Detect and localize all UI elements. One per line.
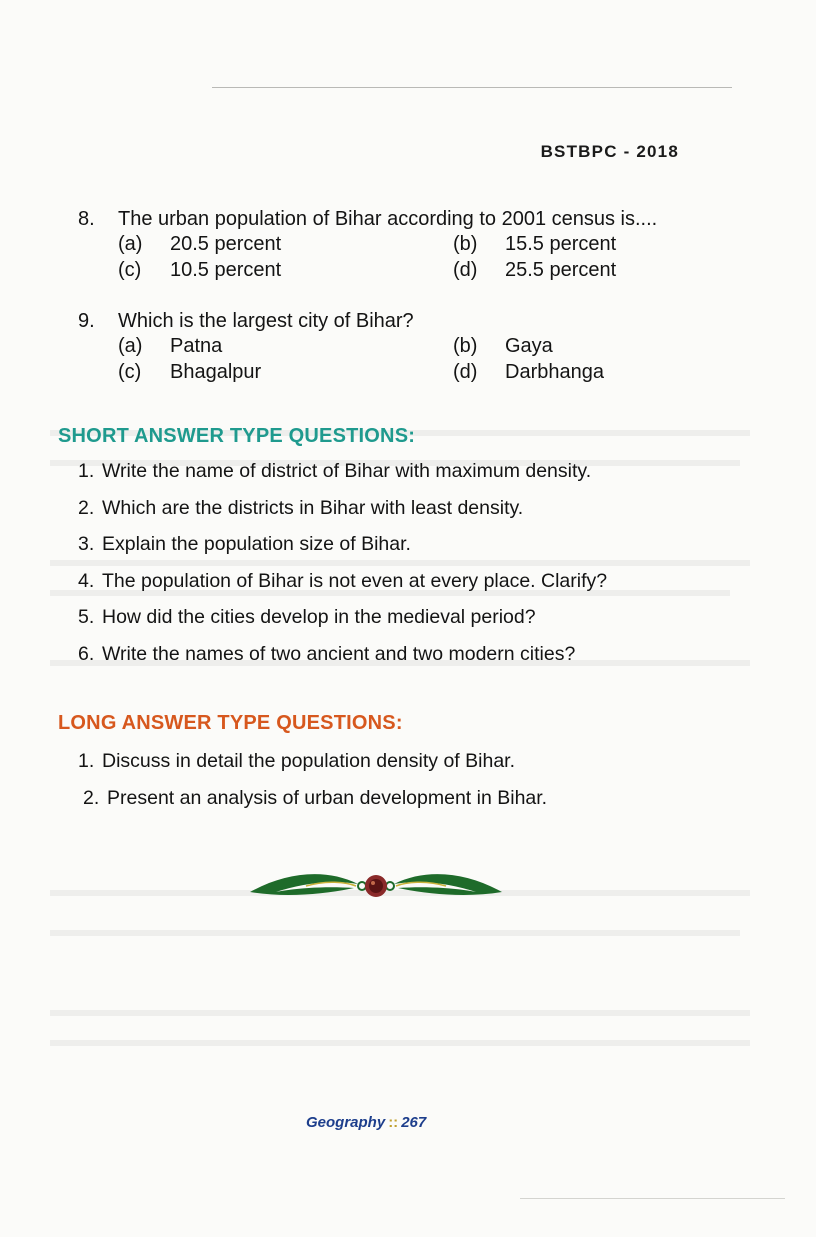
option-text: Darbhanga (505, 361, 604, 383)
option-label: (c) (118, 259, 142, 281)
option-text: 20.5 percent (170, 233, 282, 255)
item-text: Write the names of two ancient and two modern cities? (102, 642, 576, 665)
top-rule (212, 87, 732, 88)
option-d (453, 257, 753, 283)
item-number: 6. (78, 642, 95, 665)
list-item (78, 460, 607, 497)
decorative-divider-icon (246, 862, 506, 908)
mcq-question-8 (78, 208, 728, 283)
page-number: 267 (401, 1114, 427, 1131)
item-text: How did the cities develop in the medieval period? (102, 606, 536, 628)
long-answer-heading: LONG ANSWER TYPE QUESTIONS: (58, 712, 403, 734)
list-item (78, 750, 547, 787)
option-text: Patna (170, 335, 223, 357)
list-item (78, 533, 607, 570)
option-label: (a) (118, 233, 143, 255)
short-answer-heading: SHORT ANSWER TYPE QUESTIONS: (58, 425, 416, 447)
option-label: (d) (453, 361, 478, 383)
list-item (78, 787, 547, 824)
item-number: 5. (78, 606, 95, 628)
item-number: 4. (78, 569, 95, 592)
list-item (78, 643, 607, 680)
item-text: The population of Bihar is not even at every place. Clarify? (102, 569, 608, 592)
option-label: (c) (118, 361, 142, 383)
option-b (453, 333, 753, 359)
option-b (453, 231, 753, 257)
footer-separator: :: (388, 1114, 399, 1131)
option-text: 25.5 percent (505, 259, 617, 281)
question-number: 9. (78, 310, 95, 332)
option-label: (b) (453, 335, 478, 357)
long-answer-list (78, 750, 547, 823)
item-text: Discuss in detail the population density of Bihar. (102, 750, 515, 772)
item-text: Which are the districts in Bihar with least density. (102, 496, 524, 519)
option-a (118, 333, 453, 359)
item-number: 3. (78, 533, 95, 555)
option-c (118, 257, 453, 283)
option-text: Gaya (505, 335, 553, 357)
options-grid (118, 333, 728, 385)
item-number: 1. (78, 460, 95, 482)
option-label: (a) (118, 335, 143, 357)
question-text: The urban population of Bihar according to 2001 census is.... (118, 208, 658, 230)
exam-code: BSTBPC - 2018 (540, 142, 679, 161)
option-d (453, 359, 753, 385)
option-label: (b) (453, 233, 478, 255)
footer-subject: Geography (306, 1114, 386, 1131)
question-text: Which is the largest city of Bihar? (118, 310, 414, 332)
list-item (78, 497, 607, 534)
item-text: Present an analysis of urban development in Bihar. (107, 786, 548, 809)
bottom-rule (520, 1198, 785, 1199)
item-text: Write the name of district of Bihar with maximum density. (102, 460, 592, 482)
option-label: (d) (453, 259, 478, 281)
short-answer-list (78, 460, 607, 679)
list-item (78, 570, 607, 607)
option-c (118, 359, 453, 385)
option-a (118, 231, 453, 257)
option-text: 15.5 percent (505, 233, 617, 255)
mcq-question-9 (78, 310, 728, 385)
item-number: 2. (78, 496, 95, 519)
item-text: Explain the population size of Bihar. (102, 533, 411, 555)
list-item (78, 606, 607, 643)
page-footer (306, 1114, 426, 1131)
option-text: Bhagalpur (170, 361, 262, 383)
options-grid (118, 231, 728, 283)
item-number: 2. (83, 786, 100, 809)
item-number: 1. (78, 750, 95, 772)
option-text: 10.5 percent (170, 259, 282, 281)
question-number: 8. (78, 208, 95, 230)
